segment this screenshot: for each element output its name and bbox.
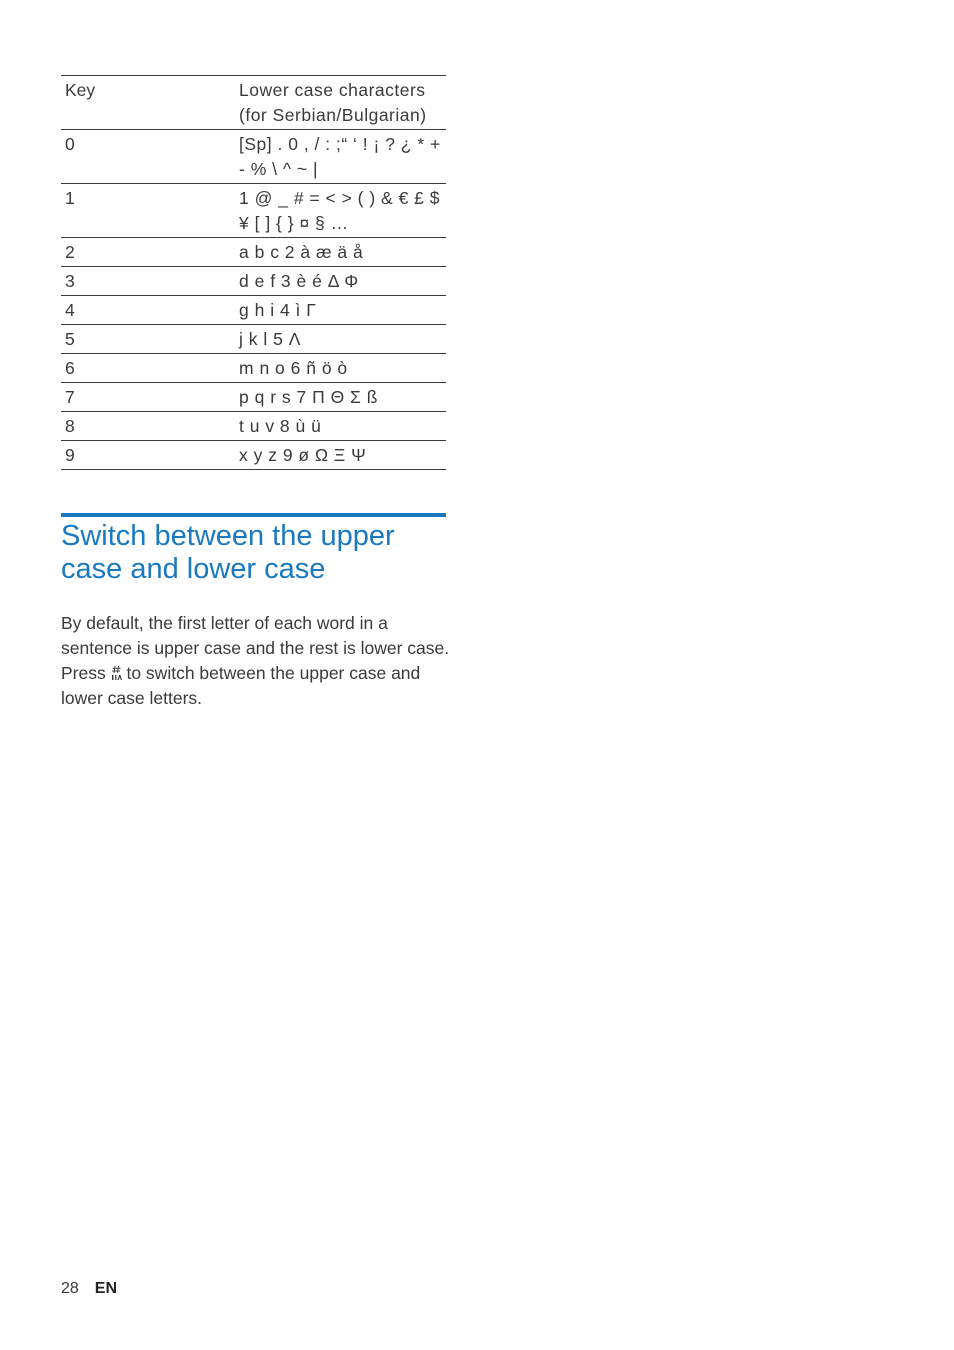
page-footer [61, 1279, 117, 1299]
row-key: 8 [61, 412, 235, 441]
table-row [61, 184, 446, 238]
row-key: 5 [61, 325, 235, 354]
body-text-part: to switch between the upper case and lower case letters. [61, 663, 421, 708]
table-row [61, 238, 446, 267]
character-table [61, 75, 446, 470]
row-key: 6 [61, 354, 235, 383]
row-chars: p q r s 7 Π Θ Σ ß [235, 383, 446, 412]
table-row [61, 296, 446, 325]
row-key: 2 [61, 238, 235, 267]
row-chars: j k l 5 Λ [235, 325, 446, 354]
body-text-part: By default, the first letter of each word in a sentence is upper case and the rest is lower case. Press [61, 613, 450, 683]
row-chars: x y z 9 ø Ω Ξ Ψ [235, 441, 446, 470]
table-row [61, 354, 446, 383]
table-row [61, 267, 446, 296]
table-header-row [61, 76, 446, 130]
row-chars: d e f 3 è é Δ Φ [235, 267, 446, 296]
row-chars: m n o 6 ñ ö ò [235, 354, 446, 383]
section-body [61, 611, 451, 711]
row-chars: t u v 8 ù ü [235, 412, 446, 441]
row-key: 1 [61, 184, 235, 238]
row-chars: g h i 4 ì Γ [235, 296, 446, 325]
header-chars: Lower case characters (for Serbian/Bulgarian) [235, 76, 446, 130]
section-title: Switch between the upper case and lower case [61, 520, 395, 585]
row-chars: 1 @ _ # = < > ( ) & € £ $ ¥ [ ] { } ¤ § … [235, 184, 446, 238]
header-key: Key [61, 76, 235, 130]
row-chars: a b c 2 à æ ä å [235, 238, 446, 267]
table-row [61, 130, 446, 184]
table-row [61, 325, 446, 354]
table-row [61, 441, 446, 470]
row-key: 3 [61, 267, 235, 296]
row-chars: [Sp] . 0 , / : ;“ ‘ ! ¡ ? ¿ * + - % \ ^ ~ | [235, 130, 446, 184]
hash-key-icon [111, 663, 122, 679]
row-key: 9 [61, 441, 235, 470]
table-row [61, 383, 446, 412]
page-number: 28 [61, 1280, 79, 1297]
row-key: 0 [61, 130, 235, 184]
section-divider [61, 513, 446, 517]
row-key: 4 [61, 296, 235, 325]
language-code: EN [94, 1280, 118, 1297]
row-key: 7 [61, 383, 235, 412]
table-row [61, 412, 446, 441]
